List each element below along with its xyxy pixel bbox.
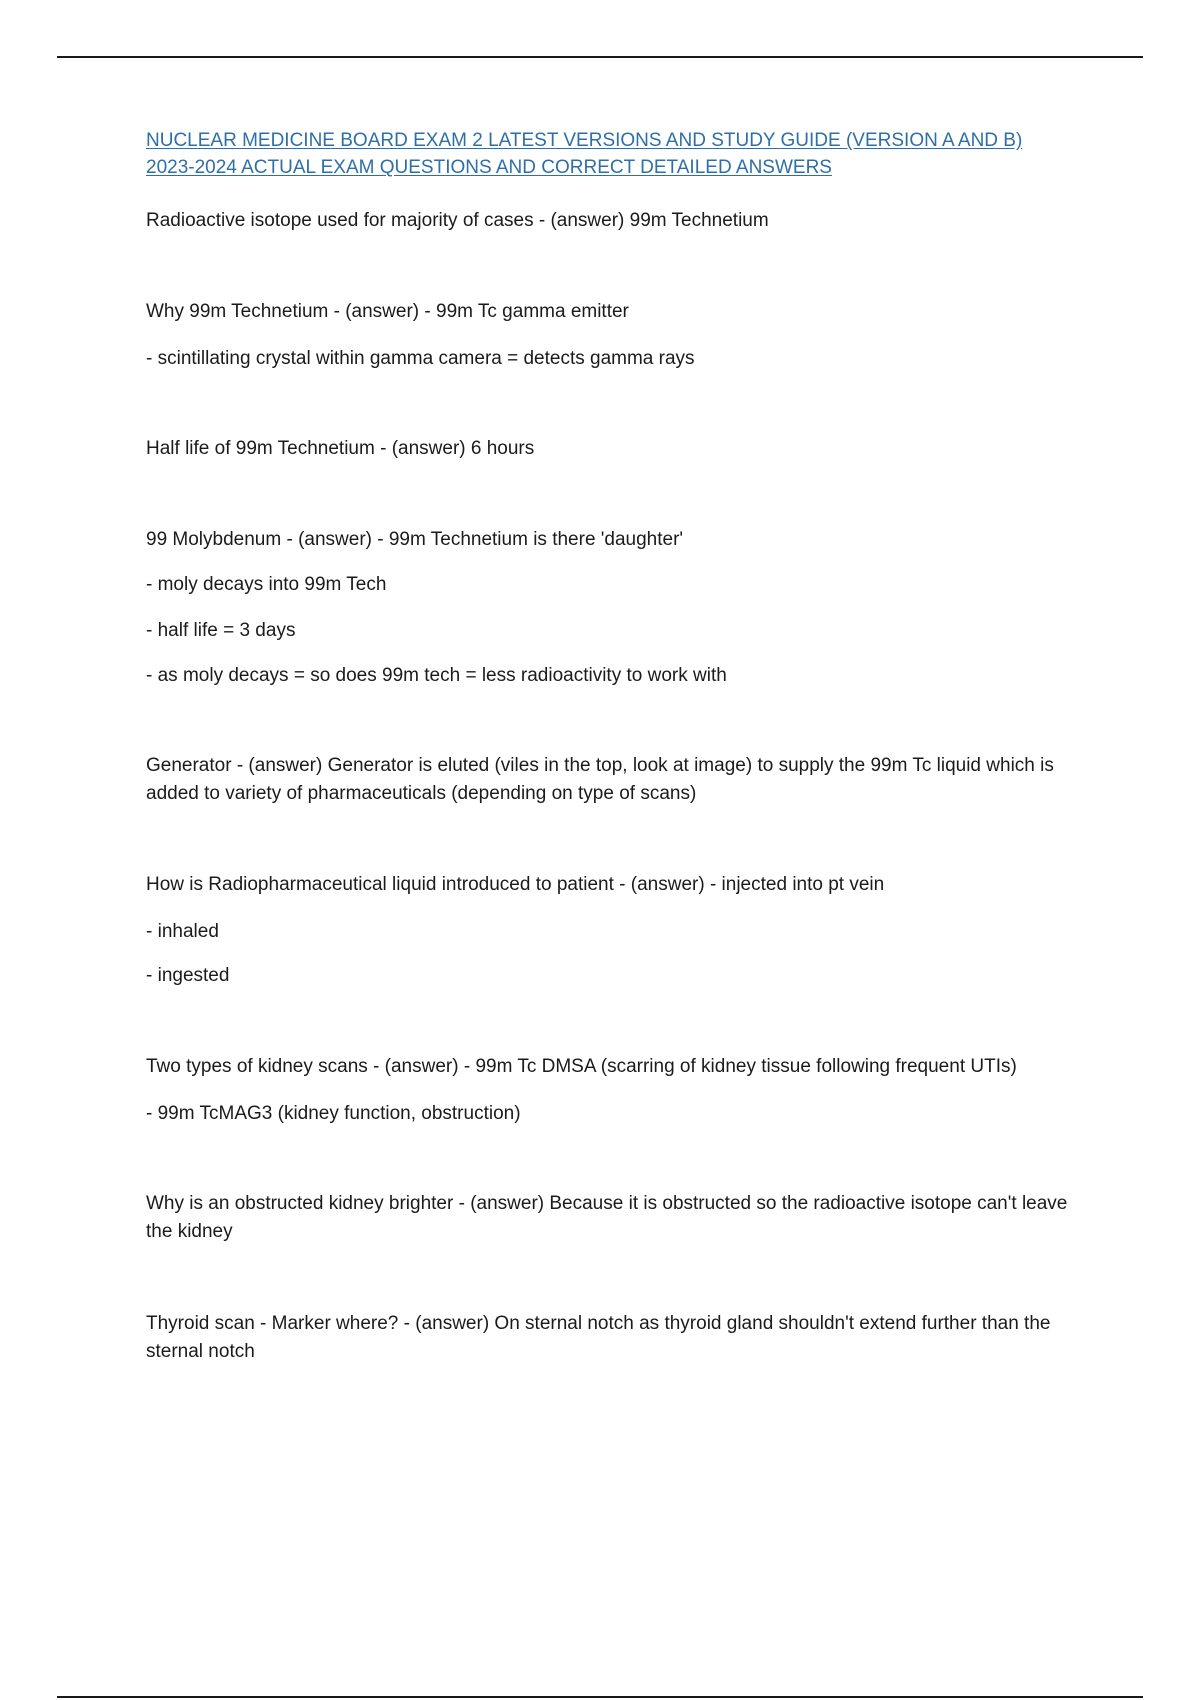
top-rule [57,56,1143,58]
qa-molybdenum-detail-2: - half life = 3 days [146,620,296,641]
qa-why-technetium-detail: - scintillating crystal within gamma camera = detects gamma rays [146,348,695,369]
bottom-rule [57,1696,1143,1698]
qa-thyroid-marker: Thyroid scan - Marker where? - (answer) On sternal notch as thyroid gland shouldn't extend further than the sternal notch [146,1313,1051,1362]
qa-molybdenum-detail-3: - as moly decays = so does 99m tech = less radioactivity to work with [146,665,727,686]
qa-generator: Generator - (answer) Generator is eluted (viles in the top, look at image) to supply the 99m Tc liquid which is added to variety of pharmaceuticals (depending on type of scans) [146,755,1054,804]
qa-why-technetium: Why 99m Technetium - (answer) - 99m Tc gamma emitter [146,301,629,322]
qa-molybdenum-detail-1: - moly decays into 99m Tech [146,574,387,595]
qa-isotope-majority: Radioactive isotope used for majority of cases - (answer) 99m Technetium [146,210,769,231]
qa-radiopharmaceutical-intro: How is Radiopharmaceutical liquid introduced to patient - (answer) - injected into pt vein [146,874,885,895]
qa-radiopharmaceutical-detail-2: - ingested [146,965,230,986]
qa-kidney-scans: Two types of kidney scans - (answer) - 99m Tc DMSA (scarring of kidney tissue following frequent UTIs) [146,1056,1017,1077]
qa-half-life-technetium: Half life of 99m Technetium - (answer) 6 hours [146,438,535,459]
qa-molybdenum: 99 Molybdenum - (answer) - 99m Technetium is there 'daughter' [146,529,684,550]
document-title: NUCLEAR MEDICINE BOARD EXAM 2 LATEST VERSIONS AND STUDY GUIDE (VERSION A AND B) 2023-2024 ACTUAL EXAM QUESTIONS AND CORRECT DETAILED ANSWERS [146,130,1023,178]
qa-radiopharmaceutical-detail-1: - inhaled [146,921,219,942]
qa-kidney-scans-detail: - 99m TcMAG3 (kidney function, obstruction) [146,1103,521,1124]
qa-obstructed-kidney: Why is an obstructed kidney brighter - (answer) Because it is obstructed so the radioactive isotope can't leave the kidney [146,1193,1068,1242]
